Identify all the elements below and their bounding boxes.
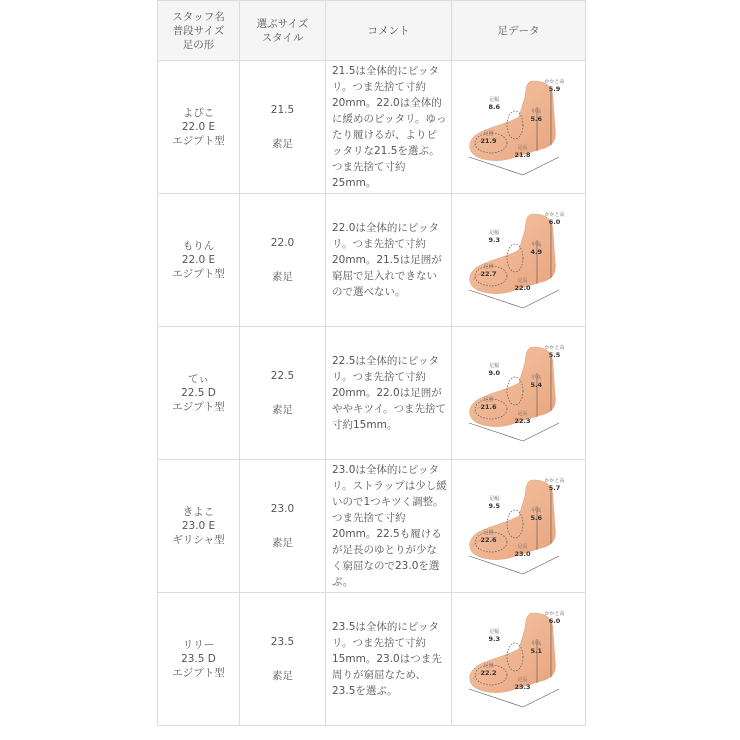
- size-cell: [240, 194, 326, 327]
- height-label: [545, 611, 565, 625]
- comment-cell: 23.0は全体的にピッタリ。ストラップは少し緩いので1つキツく調整。つま先捨て寸約20mm。22.5も履けるが足長のゆとりが少なく窮屈なので23.0を選ぶ。: [326, 460, 452, 593]
- foot-data-cell: [452, 593, 586, 726]
- comment-cell: 22.0は全体的にピッタリ。つま先捨て寸約20mm。21.5は足囲が窮屈で足入れできないので選べない。: [326, 194, 452, 327]
- height-value: 6.0: [548, 617, 561, 625]
- instep-value: 5.4: [530, 381, 543, 389]
- staff-usual-size: 22.0 E: [181, 121, 216, 133]
- staff-foot-shape: エジプト型: [172, 268, 225, 280]
- girth-caption: 足幅: [489, 230, 500, 236]
- length-label: [515, 145, 531, 159]
- length-value: 23.0: [514, 550, 531, 558]
- header-foot-shape: 足の形: [182, 38, 215, 51]
- size-cell: [240, 327, 326, 460]
- header-choice-size: 選ぶサイズ: [256, 17, 309, 30]
- table-row: [158, 194, 586, 327]
- length-value: 22.0: [514, 284, 531, 292]
- girth-value: 8.6: [488, 103, 501, 111]
- staff-foot-shape: エジプト型: [172, 667, 225, 679]
- instep-value: 5.1: [530, 647, 543, 655]
- staff-foot-shape: エジプト型: [172, 401, 225, 413]
- instep-caption: 甲高: [531, 375, 542, 381]
- comment-cell: 22.5は全体的にピッタリ。つま先捨て寸約20mm。22.0は足囲がややキツイ。つま先捨て寸約15mm。: [326, 327, 452, 460]
- height-label: [545, 478, 565, 492]
- table-row: [158, 460, 586, 593]
- width-value: 22.2: [480, 669, 497, 677]
- length-label: [515, 411, 531, 425]
- size-cell: [240, 61, 326, 194]
- header-staff: [158, 1, 240, 61]
- length-line-2: [523, 157, 559, 175]
- choice-size: 21.5: [270, 104, 295, 116]
- wear-style: 素足: [272, 670, 293, 682]
- instep-value: 5.6: [530, 514, 543, 522]
- foot-data-cell: [452, 327, 586, 460]
- table-row: [158, 593, 586, 726]
- choice-size: 23.0: [270, 503, 295, 515]
- width-label: [481, 131, 497, 145]
- length-caption: 足長: [517, 544, 528, 550]
- wear-style: 素足: [272, 537, 293, 549]
- height-value: 6.0: [548, 218, 561, 226]
- width-value: 22.6: [480, 536, 497, 544]
- length-caption: 足長: [517, 411, 528, 417]
- length-value: 22.3: [514, 417, 531, 425]
- girth-caption: 足幅: [489, 363, 500, 369]
- size-table: [157, 0, 586, 726]
- width-caption: 足囲: [483, 264, 494, 270]
- girth-label: [489, 97, 501, 111]
- length-caption: 足長: [517, 145, 528, 151]
- instep-caption: 甲高: [531, 641, 542, 647]
- instep-caption: 甲高: [531, 242, 542, 248]
- comment-cell: 21.5は全体的にピッタリ。つま先捨て寸約20mm。22.0は全体的に緩めのピッタリ。ゆったり履けるが、よりピッタリな21.5を選ぶ。つま先捨て寸約25mm。: [326, 61, 452, 194]
- header-staff-name: スタッフ名: [172, 10, 225, 23]
- foot-shape: [469, 613, 555, 693]
- staff-cell: [158, 327, 240, 460]
- instep-caption: 甲高: [531, 109, 542, 115]
- foot-diagram: [463, 77, 575, 177]
- staff-usual-size: 22.5 D: [181, 387, 216, 399]
- header-usual-size: 普段サイズ: [172, 24, 225, 37]
- length-value: 23.3: [514, 683, 531, 691]
- staff-cell: [158, 194, 240, 327]
- staff-name: もりん: [182, 240, 215, 252]
- girth-value: 9.3: [488, 236, 501, 244]
- foot-shape: [469, 480, 555, 560]
- wear-style: 素足: [272, 404, 293, 416]
- foot-diagram: [463, 210, 575, 310]
- foot-shape: [469, 347, 555, 427]
- width-value: 22.7: [480, 270, 497, 278]
- staff-usual-size: 22.0 E: [181, 254, 216, 266]
- length-label: [515, 278, 531, 292]
- girth-caption: 足幅: [489, 629, 500, 635]
- staff-usual-size: 23.5 D: [181, 653, 216, 665]
- instep-label: [531, 242, 543, 256]
- size-cell: [240, 593, 326, 726]
- height-value: 5.9: [548, 85, 561, 93]
- width-label: [481, 264, 497, 278]
- height-caption: かかと高: [544, 345, 565, 351]
- girth-caption: 足幅: [489, 97, 500, 103]
- instep-value: 4.9: [530, 248, 543, 256]
- staff-cell: [158, 460, 240, 593]
- width-label: [481, 530, 497, 544]
- staff-name: リリー: [182, 639, 215, 651]
- foot-diagram: [463, 476, 575, 576]
- width-label: [481, 663, 497, 677]
- instep-label: [531, 508, 543, 522]
- foot-diagram: [463, 343, 575, 443]
- height-caption: かかと高: [544, 478, 565, 484]
- girth-label: [489, 629, 501, 643]
- width-caption: 足囲: [483, 131, 494, 137]
- choice-size: 22.0: [270, 237, 295, 249]
- girth-label: [489, 363, 501, 377]
- length-label: [515, 544, 531, 558]
- girth-value: 9.3: [488, 635, 501, 643]
- width-caption: 足囲: [483, 530, 494, 536]
- wear-style: 素足: [272, 271, 293, 283]
- foot-data-cell: [452, 194, 586, 327]
- length-value: 21.8: [514, 151, 531, 159]
- length-line-2: [523, 556, 559, 574]
- height-label: [545, 212, 565, 226]
- width-value: 21.9: [480, 137, 497, 145]
- header-foot-data: 足データ: [452, 1, 586, 61]
- height-value: 5.7: [548, 484, 561, 492]
- wear-style: 素足: [272, 138, 293, 150]
- width-caption: 足囲: [483, 663, 494, 669]
- staff-foot-shape: ギリシャ型: [172, 534, 225, 546]
- staff-name: てぃ: [188, 373, 209, 385]
- staff-cell: [158, 593, 240, 726]
- instep-value: 5.6: [530, 115, 543, 123]
- girth-caption: 足幅: [489, 496, 500, 502]
- choice-size: 23.5: [270, 636, 295, 648]
- table-header-row: [158, 1, 586, 61]
- height-caption: かかと高: [544, 79, 565, 85]
- height-label: [545, 79, 565, 93]
- instep-label: [531, 375, 543, 389]
- size-cell: [240, 460, 326, 593]
- header-style: スタイル: [261, 31, 304, 44]
- length-label: [515, 677, 531, 691]
- foot-data-cell: [452, 61, 586, 194]
- height-value: 5.5: [548, 351, 561, 359]
- header-comment: コメント: [326, 1, 452, 61]
- length-caption: 足長: [517, 677, 528, 683]
- choice-size: 22.5: [270, 370, 295, 382]
- foot-diagram: [463, 609, 575, 709]
- girth-value: 9.0: [488, 369, 501, 377]
- length-line-2: [523, 290, 559, 308]
- table-row: [158, 327, 586, 460]
- width-label: [481, 397, 497, 411]
- staff-name: よぴこ: [182, 107, 215, 119]
- girth-value: 9.5: [488, 502, 501, 510]
- length-caption: 足長: [517, 278, 528, 284]
- staff-foot-shape: エジプト型: [172, 135, 225, 147]
- instep-label: [531, 109, 543, 123]
- staff-name: きよこ: [182, 506, 215, 518]
- staff-usual-size: 23.0 E: [181, 520, 216, 532]
- table-row: [158, 61, 586, 194]
- comment-cell: 23.5は全体的にピッタリ。つま先捨て寸約15mm。23.0はつま先周りが窮屈なため、23.5を選ぶ。: [326, 593, 452, 726]
- foot-shape: [469, 214, 555, 294]
- girth-label: [489, 496, 501, 510]
- foot-shape: [469, 81, 555, 161]
- height-caption: かかと高: [544, 611, 565, 617]
- instep-label: [531, 641, 543, 655]
- header-size: [240, 1, 326, 61]
- width-value: 21.6: [480, 403, 497, 411]
- instep-caption: 甲高: [531, 508, 542, 514]
- width-caption: 足囲: [483, 397, 494, 403]
- length-line-2: [523, 689, 559, 707]
- staff-cell: [158, 61, 240, 194]
- height-label: [545, 345, 565, 359]
- height-caption: かかと高: [544, 212, 565, 218]
- length-line-2: [523, 423, 559, 441]
- girth-label: [489, 230, 501, 244]
- foot-data-cell: [452, 460, 586, 593]
